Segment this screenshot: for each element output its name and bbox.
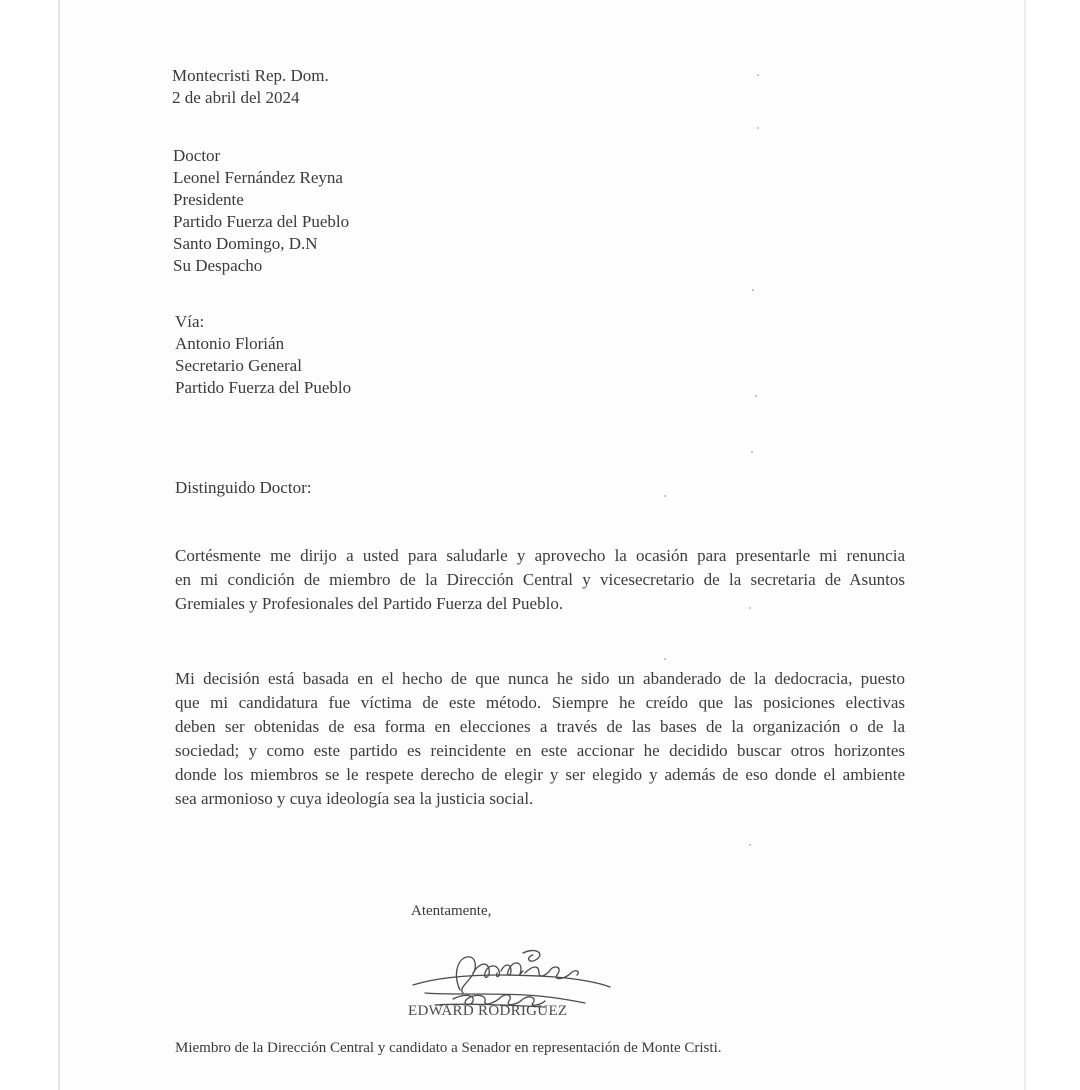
via-line: Partido Fuerza del Pueblo — [175, 378, 352, 397]
signer-name: EDWARD RODRIGUEZ — [408, 1003, 568, 1019]
via-line: Secretario General — [175, 356, 302, 375]
scan-speck — [664, 658, 666, 660]
paragraph-line: Mi decisión está basada en el hecho de que nunca he sido un abanderado de la dedocracia, puesto — [175, 669, 905, 688]
recipient-line: Leonel Fernández Reyna — [173, 168, 343, 187]
letter-header — [172, 65, 329, 109]
paragraph-line: Cortésmente me dirijo a usted para saludarle y aprovecho la ocasión para presentarle mi renuncia — [175, 546, 905, 565]
recipient-line: Presidente — [173, 190, 244, 209]
scan-speck — [752, 289, 754, 291]
body-paragraph-2 — [175, 667, 905, 811]
scan-speck — [755, 395, 757, 397]
recipient-line: Doctor — [173, 146, 221, 165]
recipient-line: Su Despacho — [173, 256, 263, 275]
salutation: Distinguido Doctor: — [175, 478, 312, 497]
via-block — [175, 311, 351, 399]
paragraph-line: sociedad; y como este partido es reincidente en este accionar he decidido buscar otros horizontes — [175, 741, 905, 760]
recipient-line: Partido Fuerza del Pueblo — [173, 212, 350, 231]
recipient-block — [173, 145, 349, 277]
via-line: Antonio Florián — [175, 334, 285, 353]
body-paragraph-1 — [175, 544, 905, 616]
paragraph-line: deben ser obtenidas de esa forma en elecciones a través de las bases de la organización o de la — [175, 717, 905, 736]
paragraph-line: que mi candidatura fue víctima de este método. Siempre he creído que las posiciones electivas — [175, 693, 905, 712]
scan-speck — [757, 127, 759, 129]
recipient-line: Santo Domingo, D.N — [173, 234, 318, 253]
signer-title: Miembro de la Dirección Central y candidato a Senador en representación de Monte Cristi. — [175, 1040, 722, 1056]
scan-speck — [664, 495, 666, 497]
scan-speck — [751, 451, 753, 453]
date-line: 2 de abril del 2024 — [172, 88, 300, 107]
paragraph-line: sea armonioso y cuya ideología sea la justicia social. — [175, 789, 534, 808]
scan-speck — [749, 607, 751, 609]
scan-speck — [749, 844, 751, 846]
place-line: Montecristi Rep. Dom. — [172, 66, 329, 85]
via-line: Vía: — [175, 312, 205, 331]
paragraph-line: en mi condición de miembro de la Dirección Central y vicesecretario de la secretaria de Asuntos — [175, 570, 905, 589]
scan-speck — [757, 74, 759, 76]
paragraph-line: donde los miembros se le respete derecho de elegir y ser elegido y además de eso donde el ambiente — [175, 765, 905, 784]
handwritten-signature — [405, 945, 615, 1015]
paragraph-line: Gremiales y Profesionales del Partido Fuerza del Pueblo. — [175, 594, 564, 613]
closing: Atentamente, — [411, 903, 492, 919]
